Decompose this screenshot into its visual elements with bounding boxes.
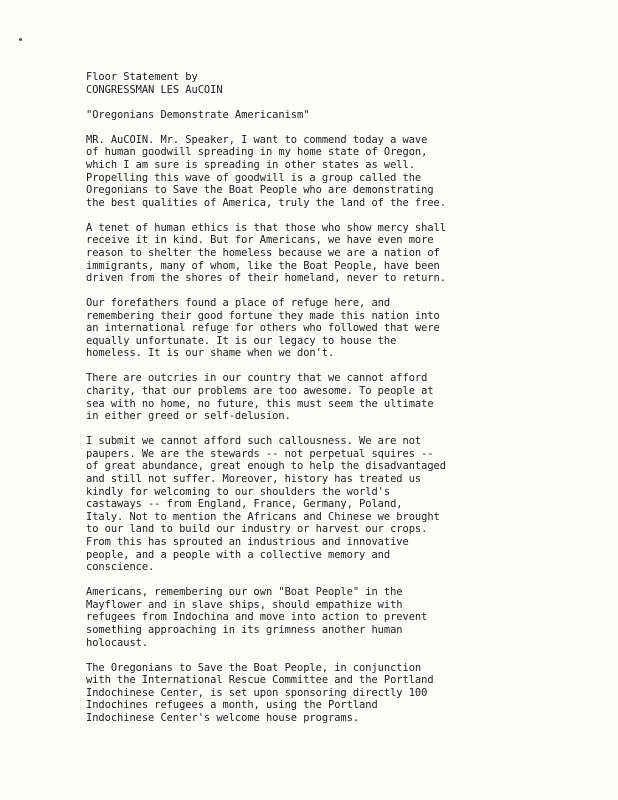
- text-line: Mayflower and in slave ships, should empathize with: [86, 598, 403, 611]
- text-line: Indochines refugees a month, using the Portland: [86, 699, 378, 712]
- text-line: A tenet of human ethics is that those who show mercy shall: [86, 221, 446, 234]
- header-line: CONGRESSMAN LES AuCOIN: [86, 83, 223, 96]
- statement-header: [86, 71, 566, 96]
- floor-statement: [86, 71, 566, 737]
- paragraph: [86, 435, 566, 574]
- text-line: receive it in kind. But for Americans, we have even more: [86, 234, 434, 247]
- text-line: Oregonians to Save the Boat People who are demonstrating: [86, 184, 434, 197]
- text-line: which I am sure is spreading in other states as well.: [86, 158, 415, 171]
- text-line: in either greed or self-delusion.: [86, 410, 291, 423]
- text-line: something approaching in its grimness another human: [86, 623, 403, 636]
- text-line: Italy. Not to mention the Africans and Chinese we brought: [86, 510, 440, 523]
- text-line: conscience.: [86, 561, 155, 574]
- text-line: Our forefathers found a place of refuge here, and: [86, 297, 391, 310]
- paragraph: [86, 222, 566, 285]
- text-line: I submit we cannot afford such callousness. We are not: [86, 435, 422, 448]
- text-line: kindly for welcoming to our shoulders the world's: [86, 485, 391, 498]
- paragraph: [86, 586, 566, 649]
- text-line: refugees from Indochina and move into action to prevent: [86, 611, 428, 624]
- text-line: immigrants, many of whom, like the Boat People, have been: [86, 259, 440, 272]
- text-line: of human goodwill spreading in my home state of Oregon,: [86, 146, 428, 159]
- text-line: charity, that our problems are too awesome. To people at: [86, 385, 434, 398]
- text-line: people, and a people with a collective memory and: [86, 548, 391, 561]
- text-line: The Oregonians to Save the Boat People, in conjunction: [86, 661, 422, 674]
- header-line: Floor Statement by: [86, 71, 198, 83]
- text-line: an international refuge for others who followed that were: [86, 322, 440, 335]
- paragraph: [86, 297, 566, 360]
- text-line: homeless. It is our shame when we don't.: [86, 347, 335, 360]
- paragraph: [86, 662, 566, 725]
- text-line: the best qualities of America, truly the land of the free.: [86, 196, 446, 209]
- text-line: Indochinese Center's welcome house programs.: [86, 711, 360, 724]
- text-line: to our land to build our industry or harvest our crops.: [86, 523, 428, 536]
- text-line: remembering their good fortune they made this nation into: [86, 309, 440, 322]
- text-line: paupers. We are the stewards -- not perpetual squires --: [86, 447, 434, 460]
- text-line: reason to shelter the homeless because we are a nation of: [86, 246, 440, 259]
- paragraph: [86, 372, 566, 422]
- text-line: sea with no home, no future, this must seem the ultimate: [86, 397, 434, 410]
- text-line: holocaust.: [86, 636, 149, 649]
- text-line: There are outcries in our country that we cannot afford: [86, 372, 428, 385]
- text-line: Propelling this wave of goodwill is a group called the: [86, 171, 422, 184]
- text-line: and still not suffer. Moreover, history has treated us: [86, 473, 422, 485]
- text-line: MR. AuCOIN. Mr. Speaker, I want to commend today a wave: [86, 133, 428, 146]
- scan-speck: [19, 38, 22, 41]
- text-line: of great abundance, great enough to help the disadvantaged: [86, 460, 446, 473]
- paragraph: [86, 134, 566, 210]
- text-line: driven from the shores of their homeland, never to return.: [86, 272, 446, 285]
- text-line: Americans, remembering our own "Boat People" in the: [86, 586, 403, 599]
- text-line: Indochinese Center, is set upon sponsoring directly 100: [86, 686, 428, 699]
- text-line: From this has sprouted an industrious and innovative: [86, 535, 409, 548]
- statement-title: "Oregonians Demonstrate Americanism": [86, 109, 310, 122]
- text-line: equally unfortunate. It is our legacy to house the: [86, 334, 397, 347]
- text-line: castaways -- from England, France, Germany, Poland,: [86, 498, 403, 511]
- text-line: with the International Rescue Committee and the Portland: [86, 674, 434, 687]
